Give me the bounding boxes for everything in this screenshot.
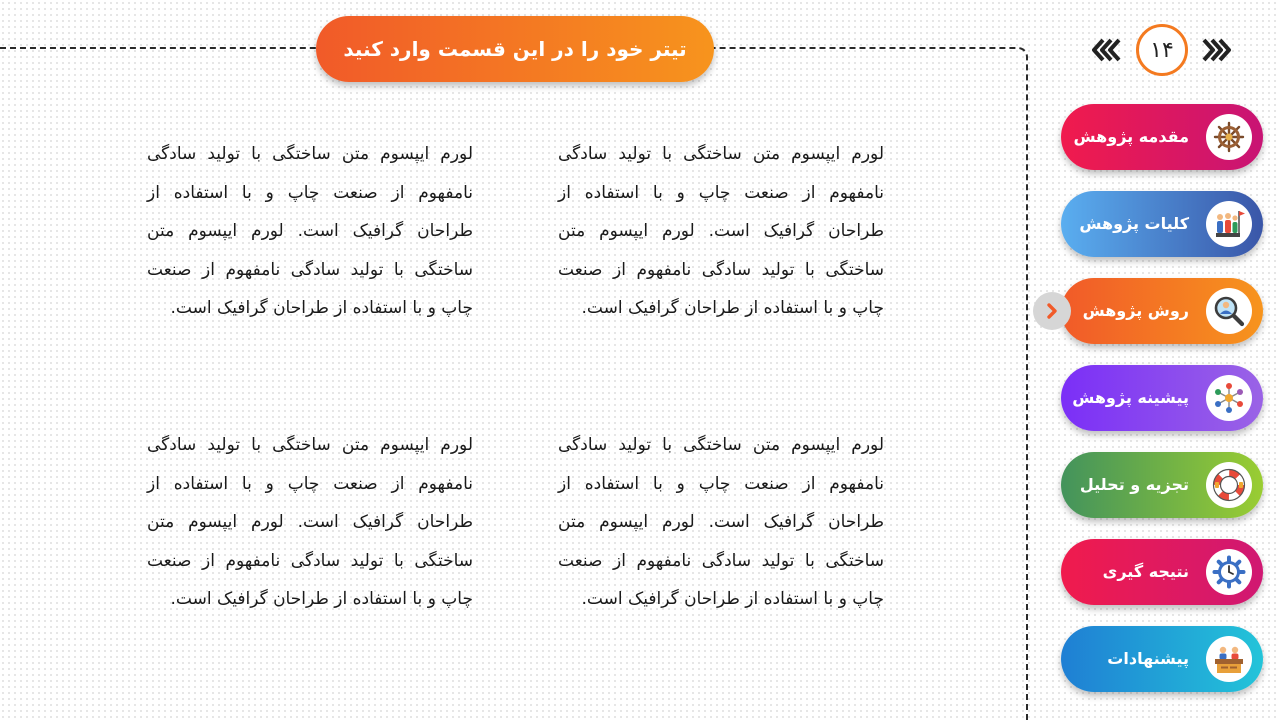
chevron-right-icon [1043, 302, 1061, 320]
menu-item-label: روش پژوهش [1082, 301, 1189, 320]
menu-item-label: مقدمه پژوهش [1073, 127, 1189, 146]
menu-item-label: پیشنهادات [1107, 649, 1189, 668]
menu-item-suggestions[interactable] [1061, 626, 1263, 692]
title-banner [316, 16, 714, 82]
page-number: ۱۴ [1136, 24, 1188, 76]
menu-item-conclusion[interactable] [1061, 539, 1263, 605]
slide-title: تیتر خود را در این قسمت وارد کنید [343, 37, 687, 61]
text-block-4: لورم ایپسوم متن ساختگی با تولید سادگی نامفهوم از صنعت چاپ و با استفاده از طراحان گرافیک است. لورم ایپسوم متن ساختگی با تولید سادگی نامفهوم از صنعت چاپ و با استفاده از طراحان گرافیک است. [147, 435, 473, 609]
menu-item-label: پیشینه پژوهش [1072, 388, 1189, 407]
menu-item-analysis[interactable] [1061, 452, 1263, 518]
active-menu-indicator [1033, 292, 1071, 330]
menu-item-literature-review[interactable] [1061, 365, 1263, 431]
chevrons-left-icon[interactable] [1090, 37, 1122, 63]
text-block-2: لورم ایپسوم متن ساختگی با تولید سادگی نامفهوم از صنعت چاپ و با استفاده از طراحان گرافیک است. لورم ایپسوم متن ساختگی با تولید سادگی نامفهوم از صنعت چاپ و با استفاده از طراحان گرافیک است. [147, 144, 473, 318]
menu-item-introduction[interactable] [1061, 104, 1263, 170]
menu-item-research-method[interactable] [1061, 278, 1263, 344]
ship-wheel-icon [1206, 114, 1252, 160]
meeting-table-icon [1206, 636, 1252, 682]
team-flag-icon [1206, 201, 1252, 247]
menu-item-label: کلیات پژوهش [1079, 214, 1189, 233]
magnifier-person-icon [1206, 288, 1252, 334]
network-people-icon [1206, 375, 1252, 421]
text-block-1: لورم ایپسوم متن ساختگی با تولید سادگی نامفهوم از صنعت چاپ و با استفاده از طراحان گرافیک است. لورم ایپسوم متن ساختگی با تولید سادگی نامفهوم از صنعت چاپ و با استفاده از طراحان گرافیک است. [558, 144, 884, 318]
chevrons-right-icon[interactable] [1201, 37, 1233, 63]
text-block-3: لورم ایپسوم متن ساختگی با تولید سادگی نامفهوم از صنعت چاپ و با استفاده از طراحان گرافیک است. لورم ایپسوم متن ساختگی با تولید سادگی نامفهوم از صنعت چاپ و با استفاده از طراحان گرافیک است. [558, 435, 884, 609]
menu-item-generalities[interactable] [1061, 191, 1263, 257]
lifebuoy-icon [1206, 462, 1252, 508]
menu-item-label: تجزیه و تحلیل [1079, 475, 1189, 494]
menu-item-label: نتیجه گیری [1102, 562, 1189, 581]
gear-clock-icon [1206, 549, 1252, 595]
